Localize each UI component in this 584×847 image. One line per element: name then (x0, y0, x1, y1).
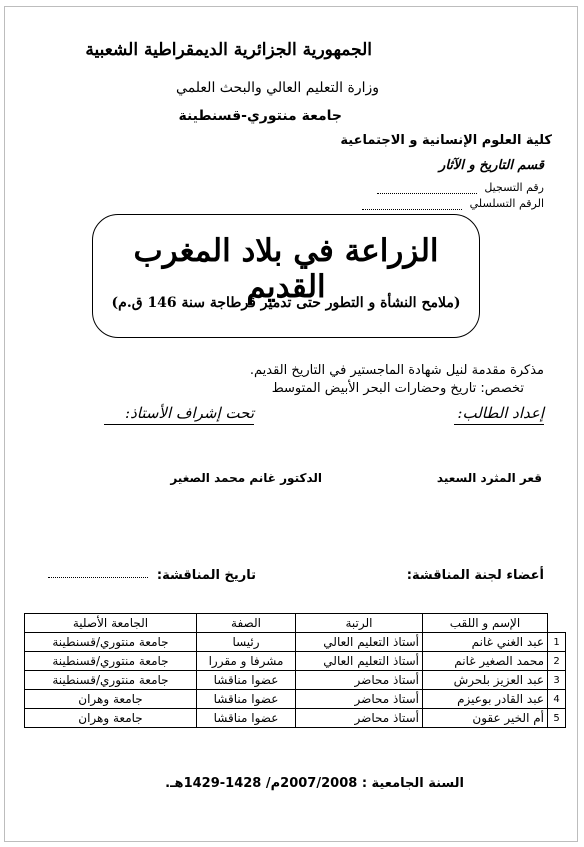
department-heading: قسم التاريخ و الآثار (439, 158, 544, 173)
header-rank: الرتبة (296, 614, 423, 633)
row-number: 2 (548, 652, 566, 671)
supervisor-label: تحت إشراف الأستاذ: (125, 404, 254, 422)
prepared-by-underline (454, 424, 544, 425)
committee-label: أعضاء لجنة المناقشة: (406, 568, 544, 583)
member-name: أم الخير عقون (423, 709, 548, 728)
republic-heading: الجمهورية الجزائرية الديمقراطية الشعبية (85, 40, 372, 60)
memo-purpose: مذكرة مقدمة لنيل شهادة الماجستير في التاريخ القديم. (249, 363, 544, 378)
defense-date-dots (48, 577, 148, 578)
defense-date-label: تاريخ المناقشة: (156, 568, 256, 583)
member-rank: أستاذ التعليم العالي (296, 633, 423, 652)
committee-table (24, 613, 566, 728)
table-row (25, 671, 566, 690)
row-number: 1 (548, 633, 566, 652)
registration-label: رقم التسجيل (484, 181, 544, 194)
member-name: عبد الغني غانم (423, 633, 548, 652)
member-rank: أستاذ محاضر (296, 671, 423, 690)
member-role: عضوا مناقشا (197, 671, 296, 690)
member-rank: أستاذ محاضر (296, 690, 423, 709)
academic-year: السنة الجامعية : 2007/2008م/ 1428-1429هـ. (165, 776, 464, 791)
registration-number-field (377, 181, 544, 194)
student-name: قعر المثرد السعيد (436, 471, 542, 485)
serial-number-field (362, 197, 544, 210)
header-university: الجامعة الأصلية (25, 614, 197, 633)
member-university: جامعة وهران (25, 690, 197, 709)
table-row (25, 709, 566, 728)
member-role: عضوا مناقشا (197, 709, 296, 728)
member-role: مشرفا و مقررا (197, 652, 296, 671)
faculty-heading: كلية العلوم الإنسانية و الاجتماعية (340, 133, 552, 148)
serial-dots (362, 209, 462, 210)
member-university: جامعة وهران (25, 709, 197, 728)
member-university: جامعة منتوري/قسنطينة (25, 633, 197, 652)
member-rank: أستاذ التعليم العالي (296, 652, 423, 671)
member-university: جامعة منتوري/قسنطينة (25, 652, 197, 671)
serial-label: الرقم التسلسلي (469, 197, 544, 210)
table-header-row (25, 614, 566, 633)
header-number-cell (548, 614, 566, 633)
header-name: الإسم و اللقب (423, 614, 548, 633)
supervisor-name: الدكتور غانم محمد الصغير (170, 471, 322, 485)
supervisor-underline (104, 424, 254, 425)
member-name: محمد الصغير غانم (423, 652, 548, 671)
member-name: عبد القادر بوعيزم (423, 690, 548, 709)
thesis-title: الزراعة في بلاد المغرب القديم (133, 233, 439, 305)
row-number: 5 (548, 709, 566, 728)
university-heading: جامعة منتوري-قسنطينة (178, 108, 342, 124)
row-number: 4 (548, 690, 566, 709)
ministry-heading: وزارة التعليم العالي والبحث العلمي (176, 80, 379, 96)
registration-dots (377, 193, 477, 194)
member-name: عبد العزيز بلحرش (423, 671, 548, 690)
thesis-subtitle: (ملامح النشأة و التطور حتى تدمير قرطاجة سنة 146 ق.م) (111, 295, 461, 311)
header-role: الصفة (197, 614, 296, 633)
prepared-by-label: إعداد الطالب: (457, 404, 544, 422)
member-role: رئيسا (197, 633, 296, 652)
thesis-title-box (92, 214, 480, 338)
table-row (25, 652, 566, 671)
member-university: جامعة منتوري/قسنطينة (25, 671, 197, 690)
row-number: 3 (548, 671, 566, 690)
table-row (25, 690, 566, 709)
table-row (25, 633, 566, 652)
memo-specialty: تخصص: تاريخ وحضارات البحر الأبيض المتوسط (271, 381, 524, 396)
member-role: عضوا مناقشا (197, 690, 296, 709)
member-rank: أستاذ محاضر (296, 709, 423, 728)
